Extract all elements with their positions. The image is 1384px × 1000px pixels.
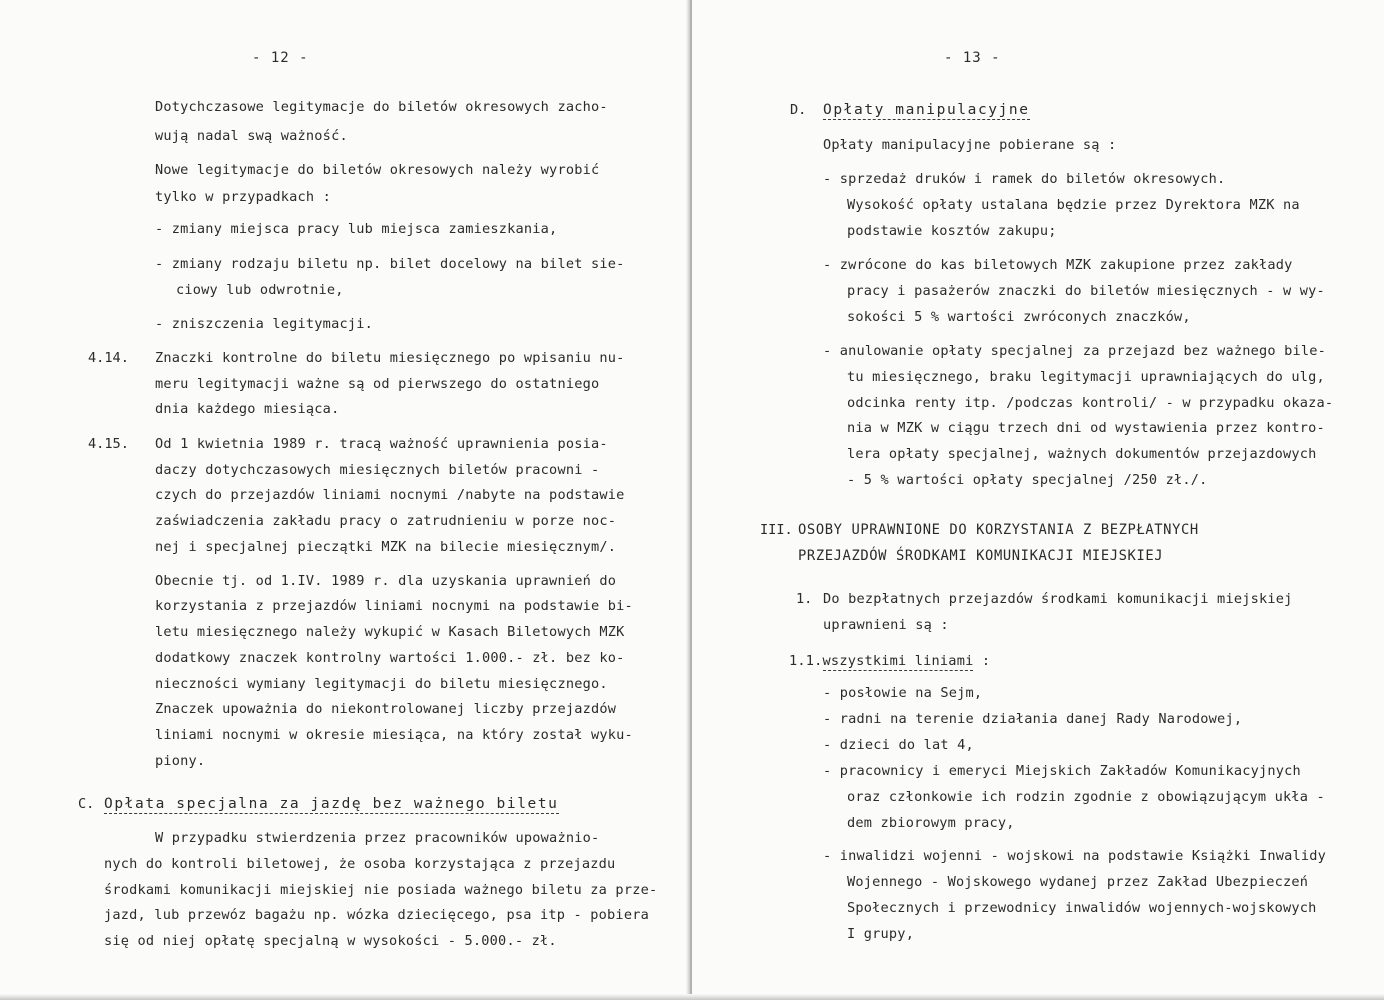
text-line: nieczności wymiany legitymacji do biletu miesięcznego.: [155, 676, 608, 692]
text-line: środkami komunikacji miejskiej nie posiada ważnego biletu za prze-: [104, 882, 658, 898]
section-heading: [823, 101, 1030, 119]
text-line: Wojennego - Wojskowego wydanej przez Zakład Ubezpieczeń: [847, 874, 1309, 890]
text-line: Obecnie tj. od 1.IV. 1989 r. dla uzyskania uprawnień do: [155, 573, 617, 589]
text-line: korzystania z przejazdów liniami nocnymi na podstawie bi-: [155, 598, 633, 614]
text-line: lera opłaty specjalnej, ważnych dokumentów przejazdowych: [847, 446, 1317, 462]
text-line: Wysokość opłaty ustalana będzie przez Dyrektora MZK na: [847, 197, 1300, 213]
text-line: Znaczek upoważnia do niekontrolowanej liczby przejazdów: [155, 701, 617, 717]
section-title: Opłaty manipulacyjne: [823, 102, 1030, 118]
text-line: uprawnieni są :: [823, 617, 949, 633]
list-item: - zmiany miejsca pracy lub miejsca zamieszkania,: [155, 221, 558, 237]
page-edge: [0, 994, 1384, 1000]
right-page: [692, 0, 1384, 1000]
text-line: I grupy,: [847, 926, 915, 942]
text-line: zaświadczenia zakładu pracy o zatrudnieniu w porze noc-: [155, 513, 617, 529]
text-line: tu miesięcznego, braku legitymacji uprawniających do ulg,: [847, 369, 1325, 385]
text-line: wują nadal swą ważność.: [155, 128, 348, 144]
text-line: Opłaty manipulacyjne pobierane są :: [823, 137, 1117, 153]
section-numeral: III.: [760, 522, 793, 538]
section-letter: C.: [78, 796, 95, 812]
text-line: odcinka renty itp. /podczas kontroli/ - w przypadku okaza-: [847, 395, 1334, 411]
text-line: tylko w przypadkach :: [155, 189, 332, 205]
list-item: - zniszczenia legitymacji.: [155, 316, 373, 332]
text-line: nej i specjalnej pieczątki MZK na bilecie miesięcznym/.: [155, 539, 617, 555]
list-item: - sprzedaż druków i ramek do biletów okresowych.: [823, 171, 1226, 187]
list-item: - posłowie na Sejm,: [823, 685, 983, 701]
text-line: się od niej opłatę specjalną w wysokości - 5.000.- zł.: [104, 933, 557, 949]
section-heading: OSOBY UPRAWNIONE DO KORZYSTANIA Z BEZPŁATNYCH: [798, 522, 1199, 538]
list-item: - anulowanie opłaty specjalnej za przejazd bez ważnego bile-: [823, 343, 1327, 359]
text-line: Znaczki kontrolne do biletu miesięcznego po wpisaniu nu-: [155, 350, 625, 366]
text-line: sokości 5 % wartości zwróconych znaczków,: [847, 309, 1191, 325]
text-line: nia w MZK w ciągu trzech dni od wystawienia przez kontro-: [847, 420, 1325, 436]
text-line: dodatkowy znaczek kontrolny wartości 1.000.- zł. bez ko-: [155, 650, 625, 666]
item-number: 4.15.: [88, 436, 129, 452]
text-line: czych do przejazdów liniami nocnymi /nabyte na podstawie: [155, 487, 625, 503]
section-heading: [104, 795, 559, 813]
point-number: 1.1.: [789, 653, 823, 669]
page-number: - 13 -: [944, 50, 1001, 66]
text-line: letu miesięcznego należy wykupić w Kasach Biletowych MZK: [155, 624, 625, 640]
text-line: Od 1 kwietnia 1989 r. tracą ważność uprawnienia posia-: [155, 436, 608, 452]
list-item: - inwalidzi wojenni - wojskowi na podstawie Książki Inwalidy: [823, 848, 1327, 864]
section-letter: D.: [790, 102, 807, 118]
text-line: pracy i pasażerów znaczki do biletów miesięcznych - w wy-: [847, 283, 1325, 299]
colon: :: [973, 653, 991, 669]
list-item: - zmiany rodzaju biletu np. bilet docelowy na bilet sie-: [155, 256, 625, 272]
text-line: liniami nocnymi w okresie miesiąca, na który został wyku-: [155, 727, 633, 743]
page-number: - 12 -: [252, 50, 309, 66]
text-line: nych do kontroli biletowej, że osoba korzystająca z przejazdu: [104, 856, 616, 872]
list-item: - zwrócone do kas biletowych MZK zakupione przez zakłady: [823, 257, 1293, 273]
text-line: Społecznych i przewodnicy inwalidów wojennych-wojskowych: [847, 900, 1317, 916]
section-heading: PRZEJAZDÓW ŚRODKAMI KOMUNIKACJI MIEJSKIEJ: [798, 548, 1164, 564]
text-line: dem zbiorowym pracy,: [847, 815, 1015, 831]
text-line: Do bezpłatnych przejazdów środkami komunikacji miejskiej: [823, 591, 1293, 607]
text-line: oraz członkowie ich rodzin zgodnie z obowiązującym ukła -: [847, 789, 1325, 805]
text-line: Dotychczasowe legitymacje do biletów okresowych zacho-: [155, 99, 608, 115]
text-line: jazd, lub przewóz bagażu np. wózka dziecięcego, psa itp - pobiera: [104, 907, 649, 923]
text-line: meru legitymacji ważne są od pierwszego do ostatniego: [155, 376, 600, 392]
text-line: podstawie kosztów zakupu;: [847, 223, 1057, 239]
subpoint-label: wszystkimi liniami: [822, 653, 974, 669]
text-line: Nowe legitymacje do biletów okresowych należy wyrobić: [155, 162, 600, 178]
text-line: piony.: [155, 753, 206, 769]
list-item: - radni na terenie działania danej Rady Narodowej,: [823, 711, 1243, 727]
list-item: - pracownicy i emeryci Miejskich Zakładów Komunikacyjnych: [823, 763, 1301, 779]
text-line: dnia każdego miesiąca.: [155, 401, 340, 417]
left-page: [0, 0, 690, 1000]
text-line: ciowy lub odwrotnie,: [176, 282, 344, 298]
text-line: daczy dotychczasowych miesięcznych biletów pracowni -: [155, 462, 600, 478]
list-item: - dzieci do lat 4,: [823, 737, 974, 753]
text-line: W przypadku stwierdzenia przez pracowników upoważnio-: [155, 830, 600, 846]
point-number: 1.: [796, 591, 813, 607]
section-title: Opłata specjalna za jazdę bez ważnego biletu: [104, 796, 559, 812]
text-line: - 5 % wartości opłaty specjalnej /250 zł./.: [847, 472, 1208, 488]
item-number: 4.14.: [88, 350, 129, 366]
subpoint-heading: [789, 652, 990, 670]
